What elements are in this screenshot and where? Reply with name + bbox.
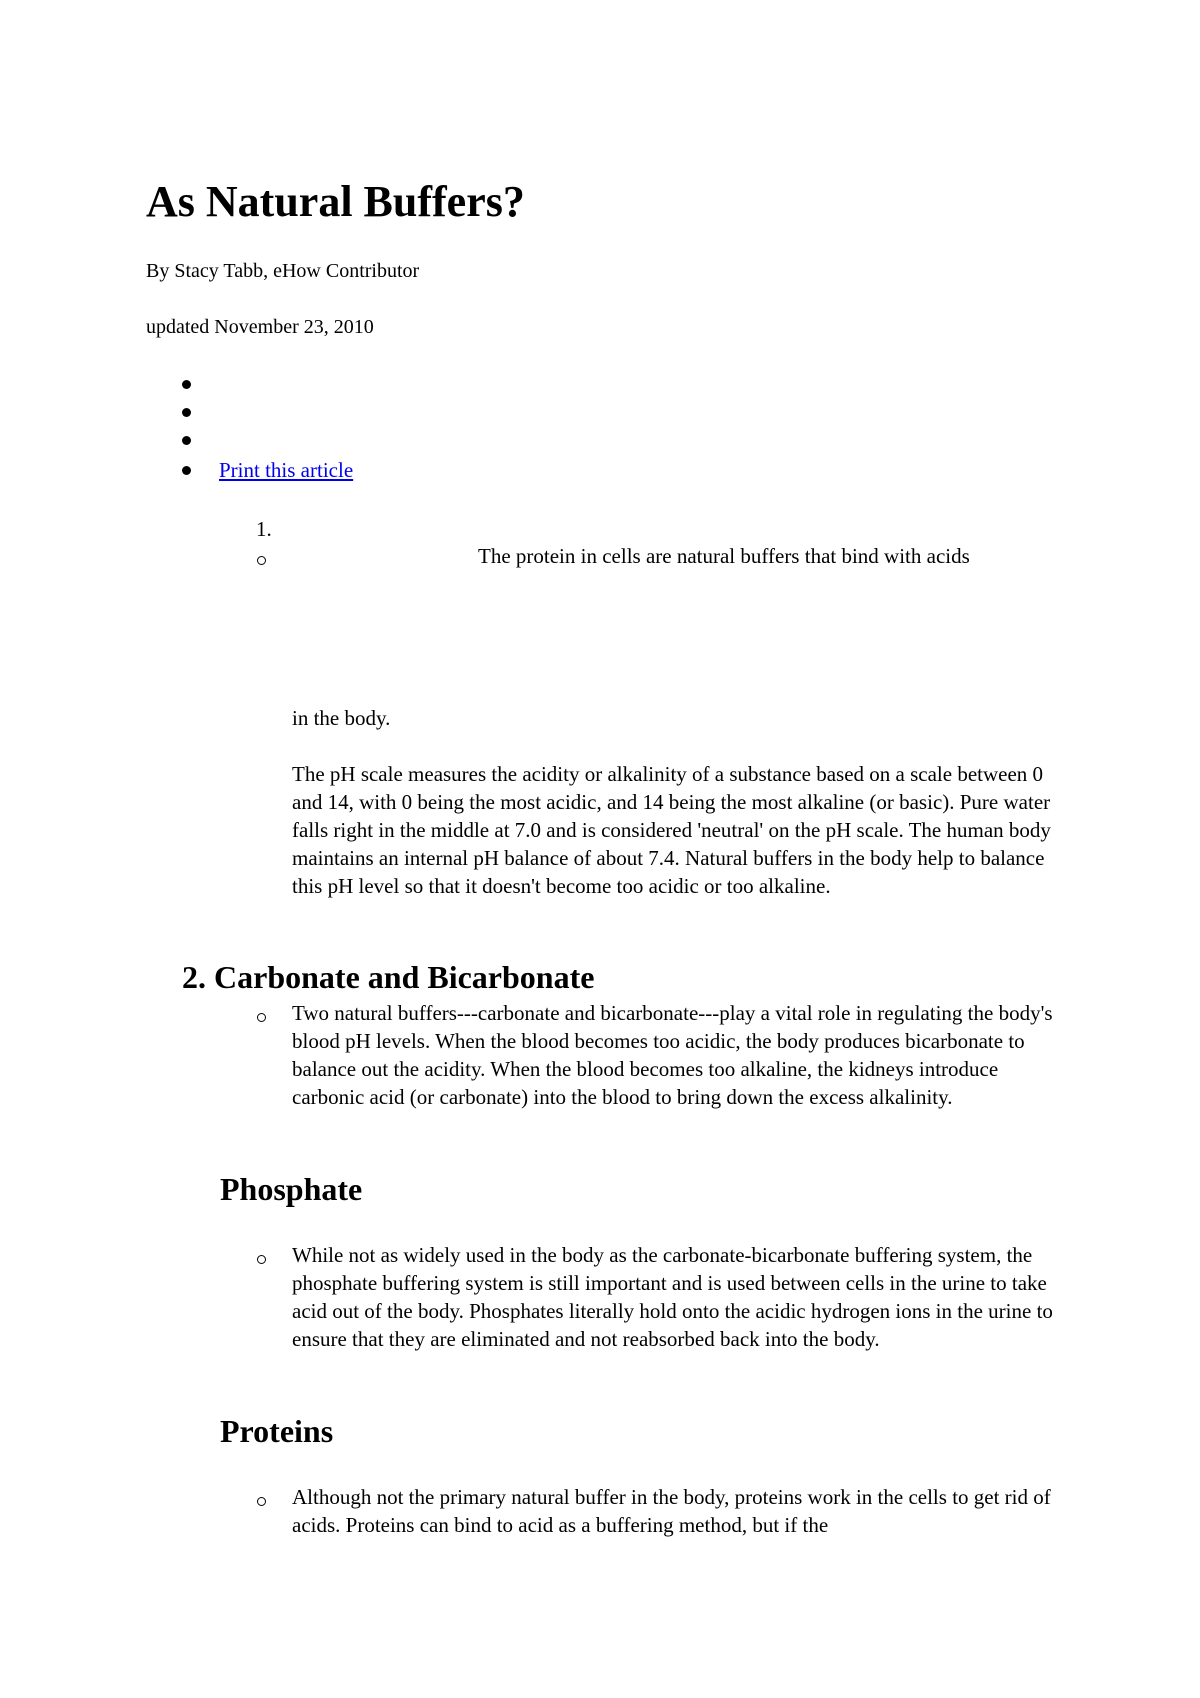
bullet-icon — [182, 380, 191, 389]
circle-bullet-icon — [257, 1255, 266, 1264]
image-caption: The protein in cells are natural buffers that bind with acids — [478, 544, 970, 568]
byline: By Stacy Tabb, eHow Contributor — [146, 260, 420, 282]
section-heading-phosphate: Phosphate — [220, 1171, 363, 1207]
section-text-proteins: Although not the primary natural buffer in the body, proteins work in the cells to get rid of acids. Proteins can bind to acid as a buffering method, but if the — [292, 1485, 1051, 1537]
bullet-icon — [182, 466, 191, 475]
circle-bullet-icon — [257, 1013, 266, 1022]
section-heading-proteins: Proteins — [220, 1413, 334, 1449]
print-article-link[interactable]: Print this article — [219, 458, 354, 482]
bullet-icon — [182, 436, 191, 445]
section-text-carbonate: Two natural buffers---carbonate and bicarbonate---play a vital role in regulating the body's blood pH levels. When the blood becomes too acidic, the body produces bicarbonate to balance out the acidity. When the blood becomes too alkaline, the kidneys introduce carbonic acid (or carbonate) into the blood to bring down the excess alkalinity. — [292, 1001, 1053, 1109]
section-heading-carbonate: 2. Carbonate and Bicarbonate — [182, 959, 595, 995]
circle-bullet-icon — [257, 1497, 266, 1506]
updated-date: updated November 23, 2010 — [146, 316, 374, 338]
section-text-phosphate: While not as widely used in the body as the carbonate-bicarbonate buffering system, the phosphate buffering system is still important and is used between cells in the urine to take acid out of the body. Phosphates literally hold onto the acidic hydrogen ions in the urine to ensure that they are eliminated and not reabsorbed back into the body. — [292, 1243, 1053, 1351]
bullet-icon — [182, 408, 191, 417]
caption-end: in the body. — [292, 706, 391, 730]
list-number: 1. — [256, 517, 272, 541]
intro-paragraph: The pH scale measures the acidity or alkalinity of a substance based on a scale between 0 and 14, with 0 being the most acidic, and 14 being the most alkaline (or basic). Pure water falls right in the middle at 7.0 and is considered 'neutral' on the pH scale. The human body maintains an internal pH balance of about 7.4. Natural buffers in the body help to balance this pH level so that it doesn't become too acidic or too alkaline. — [292, 762, 1051, 898]
article-title: As Natural Buffers? — [146, 177, 525, 226]
circle-bullet-icon — [257, 556, 266, 565]
